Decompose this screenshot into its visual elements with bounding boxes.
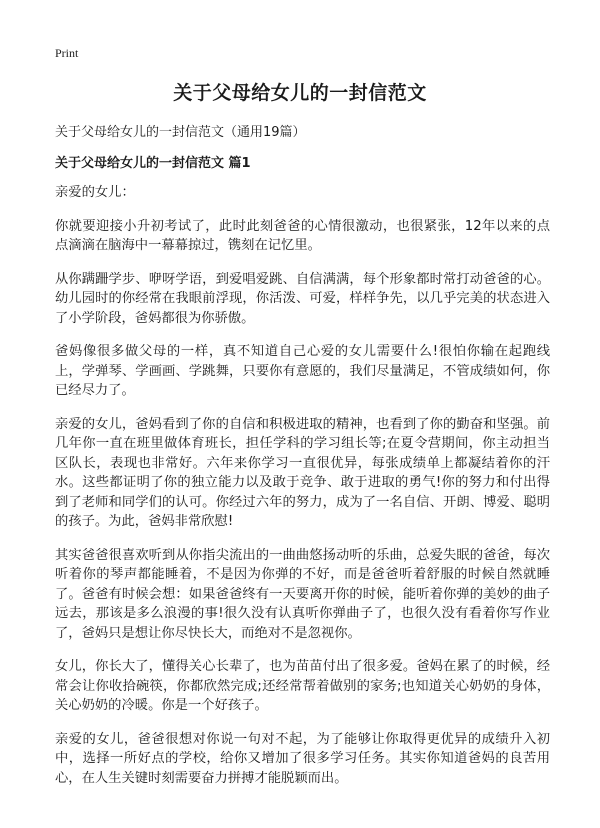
print-link[interactable]: Print <box>55 46 79 60</box>
paragraph: 亲爱的女儿，爸爸很想对你说一句对不起，为了能够让你取得更优异的成绩升入初中，选择一所好点的学校，给你又增加了很多学习任务。其实你知道爸妈的良苦用心，在人生关键时刻需要奋力拼搏才能脱颖而出。 <box>55 731 550 786</box>
page-title: 关于父母给女儿的一封信范文 <box>173 82 427 104</box>
paragraph: 女儿，你长大了，懂得关心长辈了，也为苗苗付出了很多爱。爸妈在累了的时候，经常会让你收拾碗筷，你都欣然完成;还经常帮着做别的家务;也知道关心奶奶的身体，关心奶奶的冷暖。你是一个好孩子。 <box>55 659 550 713</box>
document-subtitle: 关于父母给女儿的一封信范文（通用19篇） <box>55 125 306 140</box>
paragraph: 从你蹒跚学步、咿呀学语，到爱唱爱跳、自信满满，每个形象都时常打动爸爸的心。幼儿园时的你经常在我眼前浮现，你活泼、可爱，样样争先，以几乎完美的状态进入了小学阶段，爸妈都很为你骄傲。 <box>55 271 550 326</box>
section-heading: 关于父母给女儿的一封信范文 篇1 <box>55 156 251 171</box>
paragraph: 你就要迎接小升初考试了，此时此刻爸爸的心情很激动，也很紧张，12年以来的点点滴滴在脑海中一幕幕掠过，镌刻在记忆里。 <box>55 218 550 253</box>
paragraph: 其实爸爸很喜欢听到从你指尖流出的一曲曲悠扬动听的乐曲，总爱失眠的爸爸，每次听着你的琴声都能睡着，不是因为你弹的不好，而是爸爸听着舒服的时候自然就睡了。爸爸有时候会想：如果爸爸终有一天要离开你的时候，能听着你弹的美妙的曲子远去，那该是多么浪漫的事!很久没有认真听你弹曲子了，也很久没有看着你写作业了，爸妈只是想让你尽快长大，而绝对不是忽视你。 <box>55 547 550 641</box>
paragraph-greeting: 亲爱的女儿： <box>55 185 135 200</box>
paragraph: 爸妈像很多做父母的一样，真不知道自己心爱的女儿需要什么!很怕你输在起跑线上，学弹琴、学画画、学跳舞，只要你有意愿的，我们尽量满足，不管成绩如何，你已经尽力了。 <box>55 344 550 398</box>
paragraph: 亲爱的女儿，爸妈看到了你的自信和积极进取的精神，也看到了你的勤奋和坚强。前几年你一直在班里做体育班长，担任学科的学习组长等;在夏令营期间，你主动担当区队长，表现也非常好。六年来你学习一直很优异，每张成绩单上都凝结着你的汗水。这些都证明了你的独立能力以及敢于竞争、敢于进取的勇气!你的努力和付出得到了老师和同学们的认可。你经过六年的努力，成为了一名自信、开朗、博爱、聪明的孩子。为此，爸妈非常欣慰! <box>55 416 550 529</box>
article-body <box>55 183 550 802</box>
